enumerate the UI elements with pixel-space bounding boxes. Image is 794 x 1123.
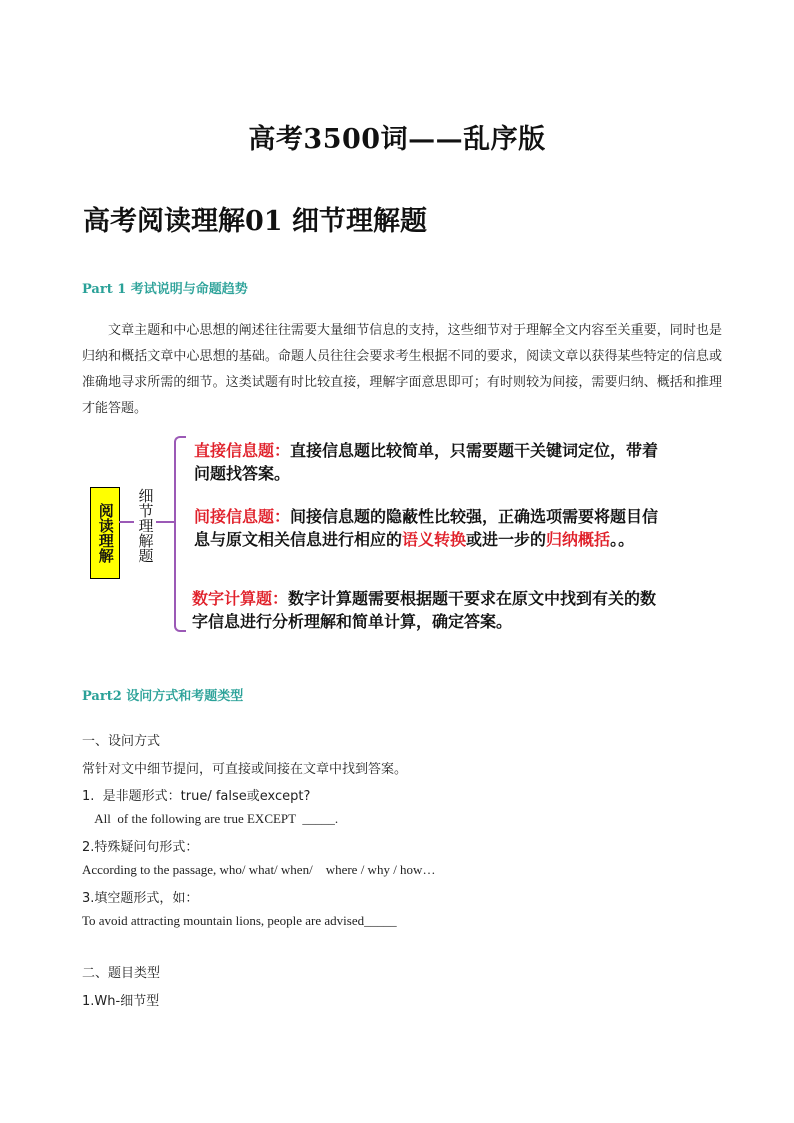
highlight-text: 归纳概括 — [546, 530, 611, 549]
text-line: 1. 是非题形式：true/ false或except? — [82, 789, 311, 804]
section-heading: 一、设问方式 — [82, 734, 161, 749]
diagram-item-direct — [194, 439, 664, 485]
text-line: 常针对文中细节提问，可直接或间接在文章中找到答案。 — [82, 762, 408, 777]
text-line: According to the passage, who/ what/ when/ where / why / how… — [82, 862, 436, 877]
part1-heading: Part 1 考试说明与命题趋势 — [82, 282, 248, 297]
connector-line — [156, 521, 174, 523]
diagram-root-box: 阅读理解 — [90, 487, 120, 579]
item-label: 直接信息题： — [194, 441, 291, 460]
item-text: 数字计算题需要根据题干要求在原文中找到有关的数字信息进行分析理解和简单计算，确定答案。 — [192, 589, 657, 631]
item-text: 间接信息题的隐蔽性比较强，正确选项需要将题目信息与原文相关信息进行相应的 — [194, 507, 659, 549]
connector-line — [119, 521, 134, 523]
text-line: 3.填空题形式，如： — [82, 891, 199, 906]
text-line: 2.特殊疑问句形式： — [82, 840, 199, 855]
document-subtitle: 高考阅读理解01 细节理解题 — [83, 206, 427, 237]
part2-heading: Part2 设问方式和考题类型 — [82, 689, 244, 704]
text-line: To avoid attracting mountain lions, people are advised_____ — [82, 913, 397, 928]
page-title: 高考3500词——乱序版 — [248, 124, 546, 155]
text-line: 1.Wh-细节型 — [82, 994, 160, 1009]
item-text: 直接信息题比较简单，只需要题干关键词定位，带着问题找答案。 — [194, 441, 659, 483]
item-text: 。。 — [610, 530, 635, 549]
item-label: 间接信息题： — [194, 507, 291, 526]
intro-paragraph: 文章主题和中心思想的阐述往往需要大量细节信息的支持，这些细节对于理解全文内容至关重要，同时也是归纳和概括文章中心思想的基础。命题人员往往会要求考生根据不同的要求，阅读文章以获得某些特定的信息或准确地寻求所需的细节。这类试题有时比较直接，理解字面意思即可；有时则较为间接，需要归纳、概括和推理才能答题。 — [82, 323, 722, 416]
diagram-bracket — [174, 436, 186, 632]
diagram-item-indirect — [194, 505, 664, 551]
item-text: 或进一步的 — [466, 530, 547, 549]
section-heading: 二、题目类型 — [82, 966, 161, 981]
text-line: All of the following are true EXCEPT _____. — [82, 811, 339, 826]
diagram-branch-label: 细节理解题 — [136, 487, 155, 563]
diagram-item-calc — [192, 587, 672, 633]
item-label: 数字计算题： — [192, 589, 289, 608]
highlight-text: 语义转换 — [402, 530, 467, 549]
